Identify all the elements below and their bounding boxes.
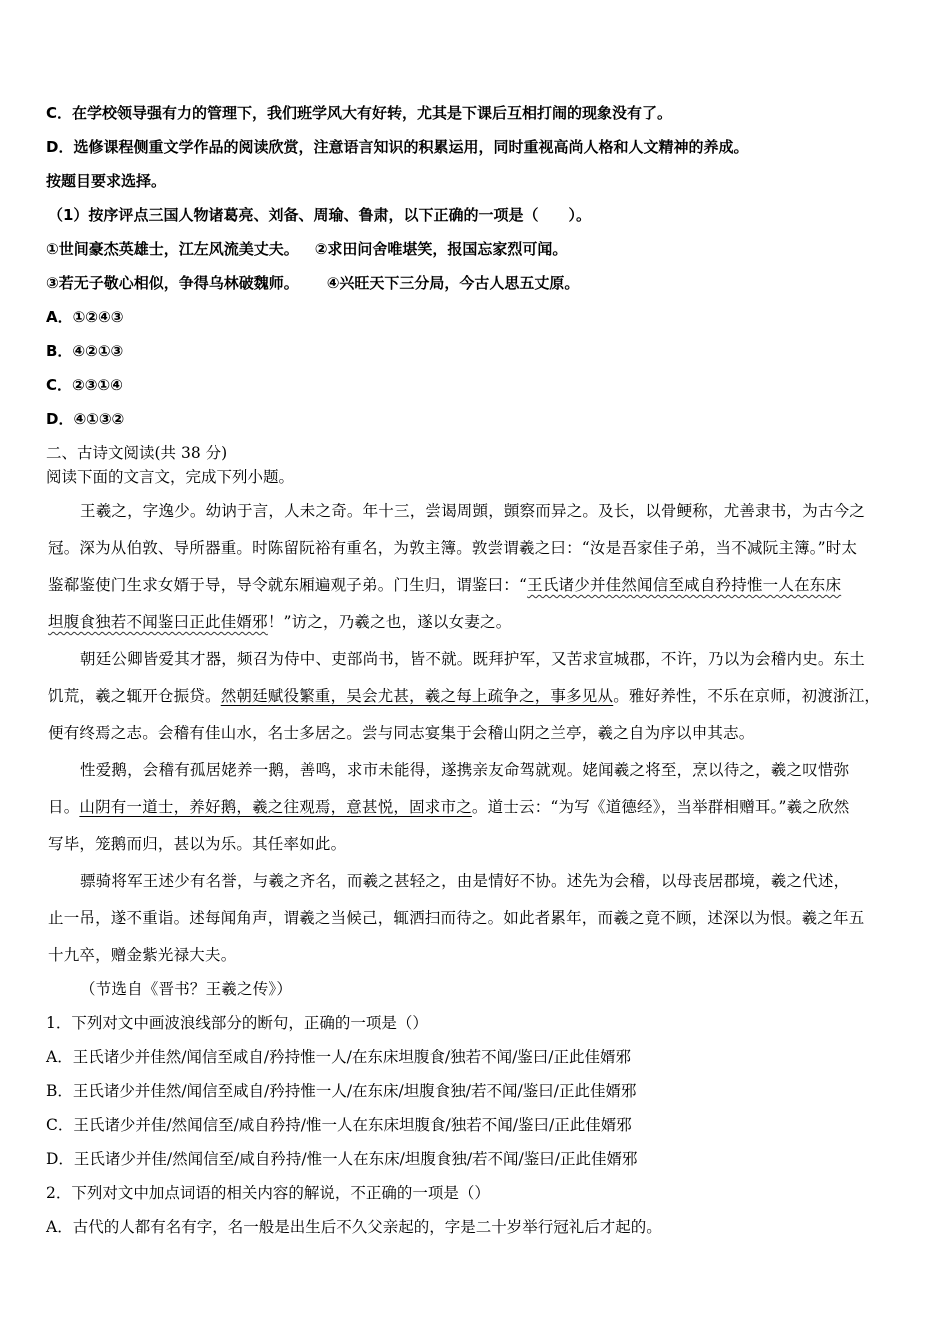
couplet-row-1 [46, 238, 567, 260]
couplet-row-2 [46, 272, 579, 294]
passage-p4-line3: 十九卒，赠金紫光禄大夫。 [48, 946, 237, 964]
couplet-4: ④兴旺天下三分局，今古人思五丈原。 [326, 274, 580, 292]
option-d-sentence: D．选修课程侧重文学作品的阅读欣赏，注意语言知识的积累运用，同时重视高尚人格和人文精神的养成。 [46, 138, 749, 156]
passage-p3-line2: 日。山阴有一道士，养好鹅，羲之往观焉，意甚悦，固求市之。道士云：“为写《道德经》，当举群相赠耳。”羲之欣然 [48, 798, 850, 816]
passage-p3-line3: 写毕，笼鹅而归，甚以为乐。其任率如此。 [48, 835, 347, 853]
question-three-kingdoms: （1）按序评点三国人物诸葛亮、刘备、周瑜、鲁肃，以下正确的一项是（ ）。 [48, 206, 591, 224]
passage-p1-line4: 坦腹食独若不闻鉴曰正此佳婿邪！”访之，乃羲之也，遂以女妻之。 [48, 613, 512, 631]
passage-p4-line2: 止一吊，遂不重诣。述每闻角声，谓羲之当候己，辄洒扫而待之。如此者累年，而羲之竟不顾，述深以为恨。羲之年五 [48, 909, 865, 927]
choice-c: C．②③①④ [46, 376, 123, 394]
couplet-3: ③若无子敬心相似，争得乌林破魏师。 [46, 274, 299, 292]
option-c-sentence: C．在学校领导强有力的管理下，我们班学风大有好转，尤其是下课后互相打闹的现象没有了。 [46, 104, 673, 122]
couplet-1: ①世间豪杰英雄士，江左风流美丈夫。 [46, 240, 299, 258]
passage-p1-line1: 王羲之，字逸少。幼讷于言，人未之奇。年十三，尝谒周顗，顗察而异之。及长，以骨鲠称，尤善隶书，为古今之 [80, 502, 866, 520]
couplet-2: ②求田问舍唯堪笑，报国忘家烈可闻。 [314, 240, 568, 258]
passage-p1-line2: 冠。深为从伯敦、导所器重。时陈留阮裕有重名，为敦主簿。敦尝谓羲之曰：“汝是吾家佳子弟，当不减阮主簿。”时太 [48, 539, 858, 557]
question-1-option-b: B．王氏诸少并佳然/闻信至咸自/矜持惟一人/在东床/坦腹食独/若不闻/鉴曰/正此佳婿邪 [46, 1082, 637, 1100]
section-heading: 二、古诗文阅读(共 38 分) [46, 444, 228, 462]
question-1-option-c: C．王氏诸少并佳/然闻信至/咸自矜持/惟一人在东床坦腹食/独若不闻/鉴曰/正此佳婿邪 [46, 1116, 632, 1134]
question-1-option-d: D．王氏诸少并佳/然闻信至/咸自矜持/惟一人在东床/坦腹食独/若不闻/鉴曰/正此佳婿邪 [46, 1150, 638, 1168]
wavy-underlined-text: 坦腹食独若不闻鉴曰正此佳婿邪 [48, 613, 268, 631]
question-1-option-a: A．王氏诸少并佳然/闻信至咸自/矜持惟一人/在东床坦腹食/独若不闻/鉴曰/正此佳婿邪 [46, 1048, 632, 1066]
question-1: 1．下列对文中画波浪线部分的断句，正确的一项是（） [46, 1014, 428, 1032]
instruction: 按题目要求选择。 [46, 172, 167, 190]
underlined-sentence: 山阴有一道士，养好鹅，羲之往观焉，意甚悦，固求市之 [79, 798, 472, 816]
passage-source: （节选自《晋书？王羲之传》） [80, 980, 293, 998]
question-2: 2．下列对文中加点词语的相关内容的解说，不正确的一项是（） [46, 1184, 490, 1202]
underlined-sentence: 然朝廷赋役繁重，吴会尤甚，羲之每上疏争之，事多见从 [220, 687, 614, 705]
passage-p3-line1: 性爱鹅，会稽有孤居姥养一鹅，善鸣，求市未能得，遂携亲友命驾就观。姥闻羲之将至，烹以待之，羲之叹惜弥 [80, 761, 850, 779]
passage-p2-line2: 饥荒，羲之辄开仓振贷。然朝廷赋役繁重，吴会尤甚，羲之每上疏争之，事多见从。雅好养性，不乐在京师，初渡浙江， [48, 687, 881, 705]
choice-d: D．④①③② [46, 410, 125, 428]
question-2-option-a: A．古代的人都有名有字，名一般是出生后不久父亲起的，字是二十岁举行冠礼后才起的。 [46, 1218, 662, 1236]
choice-b: B．④②①③ [46, 342, 124, 360]
section-intro: 阅读下面的文言文，完成下列小题。 [46, 468, 295, 486]
passage-p4-line1: 骠骑将军王述少有名誉，与羲之齐名，而羲之甚轻之，由是情好不协。述先为会稽，以母丧居郡境，羲之代述， [80, 872, 850, 890]
passage-p1-line3: 鉴郗鉴使门生求女婿于导，导令就东厢遍观子弟。门生归，谓鉴曰：“王氏诸少并佳然闻信至咸自矜持惟一人在东床 [48, 576, 842, 594]
wavy-underlined-text: 王氏诸少并佳然闻信至咸自矜持惟一人在东床 [527, 576, 842, 594]
choice-a: A．①②④③ [46, 308, 124, 326]
passage-p2-line1: 朝廷公卿皆爱其才器，频召为侍中、吏部尚书，皆不就。既拜护军，又苦求宣城郡，不许，乃以为会稽内史。东土 [80, 650, 866, 668]
passage-p2-line3: 便有终焉之志。会稽有佳山水，名士多居之。尝与同志宴集于会稽山阴之兰亭，羲之自为序以申其志。 [48, 724, 755, 742]
